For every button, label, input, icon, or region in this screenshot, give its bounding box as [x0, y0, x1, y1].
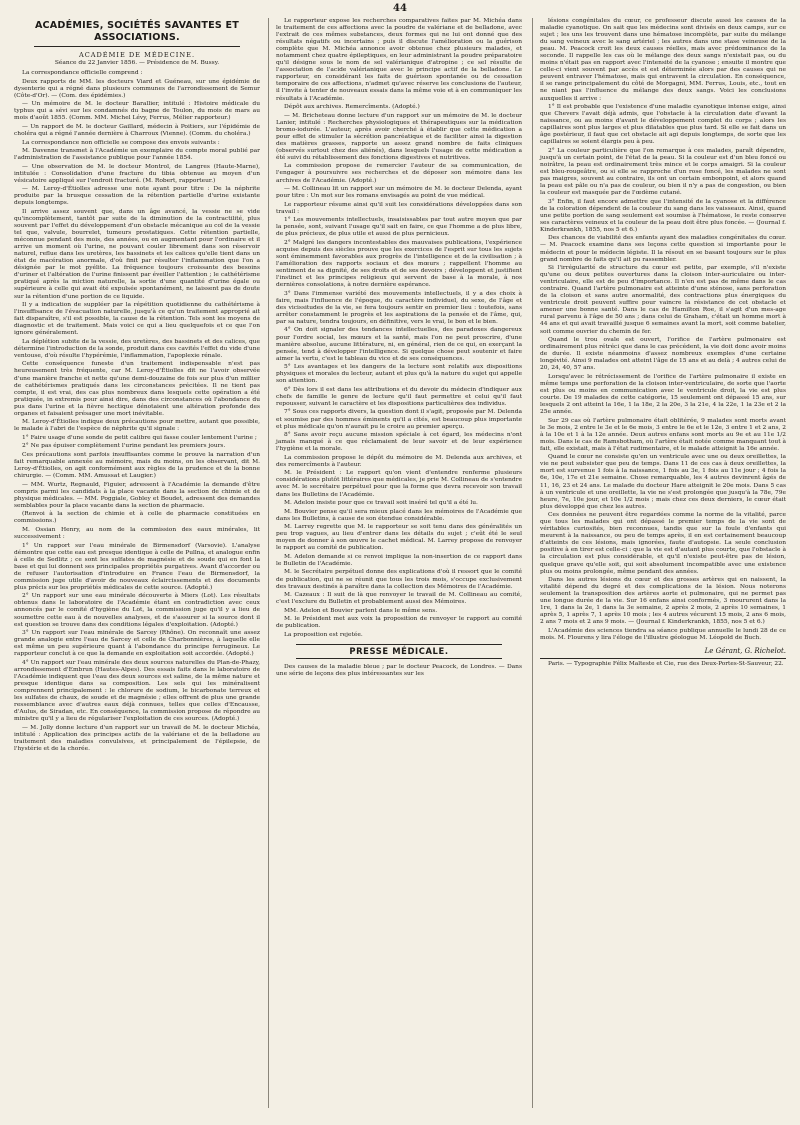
- paragraph: M. Adelon insiste pour que ce travail soit inséré tel qu'il a été lu.: [284, 500, 478, 507]
- paragraph: Cette conséquence funeste d'un traitement indispensable n'est pas heureusement très fréquente, car M. Leroy-d'Étiolles dit ne l'avoir observée d'une manière franche et nette qu'une demi-douzaine de fois sur plus d'un millier de cathétérismes pratiqués dans les circonstances précitées. Il ne tient pas compte, il est vrai, des cas plus nombreux dans lesquels cette opération a été pratiquée, in extremis pour ainsi dire, dans des circonstances où l'abondance du pus dans l'urine et la fièvre hectique dénotaient une altération profonde des organes et faisaient présager une mort inévitable.: [14, 361, 260, 417]
- paragraph: 6° Dès lors il est dans les attributions et du devoir du médecin d'indiquer aux chefs de famille le genre de lecture qu'il faut permettre et celui qu'il faut repousser, suivant le caractère et les dispositions particulières des individus.: [276, 386, 522, 407]
- paragraph: 3° Un rapport sur l'eau minérale de Sarcey (Rhône). On reconnaît une assez grande analogie entre l'eau de Sarcey et celle de Charbonnières, à laquelle elle est même un peu supérieure quant à l'abondance du principe ferrugineux. Le rapporteur conclut à ce que la demande en exploitation soit accordée. (Adopté.): [14, 630, 260, 658]
- paragraph: 4° On doit signaler des tendances intellectuelles, des paradoxes dangereux pour l'ordre social, les mœurs et la santé, mais l'on ne peut proscrire, d'une manière absolue, aucune littérature, ni, en général, rien de ce qui, en exerçant la pensée, tend à développer l'intelligence. Si quelque chose peut soutenir et faire aimer la vertu, c'est le tableau du vice et de ses conséquences.: [276, 327, 522, 362]
- paragraph: Sur 29 cas où l'artère pulmonaire était oblitérée, 9 malades sont morts avant le 3e mois, 2 entre le 3e et le 6e mois, 3 entre le 6e et le 12e, 3 entre 1 et 2 ans, 2 à la 10e et 1 à la 12e année. Deux autres enfans sont morts au 9e et au 11e 1/2 mois. Dans le cas de Ramsbotham, où l'artère était notée comme manquant tout à fait, elle existait, mais à l'état rudimentaire, et le malade atteignit la 16e année.: [540, 417, 786, 452]
- paragraph: Dépôt aux archives. Remercîments. (Adopté.): [284, 104, 420, 111]
- paragraph: La déplétion subite de la vessie, des uretères, des bassinets et des calices, que détermine l'introduction de la sonde, produit dans ces cavités l'effet du vide d'une ventouse, d'où résulte l'hypérémie, l'inflammation, l'apoplexie rénale.: [14, 338, 260, 359]
- paragraph: 7° Sous ces rapports divers, la question dont il s'agit, proposée par M. Delenda et soumise par des hommes éminents qu'il a cités, est beaucoup plus importante et plus médicale qu'on n'aurait pu le croire au premier aperçu.: [276, 409, 522, 430]
- paragraph: Le rapporteur résume ainsi qu'il suit les considérations développées dans son travail :: [276, 201, 522, 215]
- paragraph: Ces précautions sont parfois insuffisantes comme le prouve la narration d'un fait remarquable annexée au mémoire, mais du moins, on les observant, dit M. Leroy-d'Étiolles, on agit conformément aux règles de la prudence et de la bonne chirurgie. — (Comm. MM. Amussat et Laugier.): [14, 451, 260, 480]
- paragraph: M. Ossian Henry, au nom de la commission des eaux minérales, lit successivement :: [14, 526, 260, 540]
- paragraph: 2° Malgré les dangers incontestables des mauvaises publications, l'expérience acquise depuis des siècles prouve que les exercices de l'esprit sur tous les sujets sont éminemment favorables aux progrès de l'intelligence et de la civilisation ; à l'amélioration des rapports sociaux et des mœurs ; rappellent l'homme au sentiment de sa dignité, de ses droits et de ses devoirs ; développent et justifient l'instinct et les principes religieux qui servent de base à la morale, à nos dernières consolations, à notre dernière espérance.: [276, 239, 522, 289]
- paragraph: La commission propose le dépôt du mémoire de M. Delenda aux archives, et des remercîments à l'auteur.: [276, 454, 522, 468]
- paragraph: MM. Adelon et Bouvier parlent dans le même sens.: [284, 607, 438, 614]
- paragraph: Lorsqu'avec le rétrécissement de l'orifice de l'artère pulmonaire il existe en même temps une perforation de la cloison inter-ventriculaire, de sorte que l'aorte est plus ou moins en communication avec le ventricule droit, la vie est plus courte. De 19 malades de cette catégorie, 15 seulement ont dépassé 15 ans, sur lesquels 2 ont atteint la 16e, 1 la 18e, 2 la 20e, 3 la 21e, 4 la 22e, 1 la 23e et 2 la 25e année.: [540, 373, 786, 416]
- paragraph: — MM. Wurtz, Regnauld, Figuier, adressent à l'Académie la demande d'être compris parmi les candidats à la place vacante dans la section de chimie et de physique médicales. — MM. Poggiale, Gobley et Boudet, adressent des demandes semblables pour la place vacante dans la section de pharmacie.: [14, 481, 260, 509]
- signature: Le Gérant, G. Richelot.: [704, 647, 786, 656]
- session-line: Séance du 22 Janvier 1856. — Présidence de M. Bussy.: [54, 60, 220, 67]
- column-divider: [532, 18, 533, 1108]
- paragraph: M. Cazeaux : Il suit de là que renvoyer le travail de M. Collineau au comité, c'est l'exclure du Bulletin et probablement aussi des Mémoires.: [276, 592, 522, 606]
- column-middle: [276, 18, 522, 680]
- paragraph: — Un mémoire de M. le docteur Barallier, intitulé : Histoire médicale du typhus qui a sévi sur les condamnés du bagne de Toulon, du mois de mars au mois d'août 1855. (Comm. MM. Michel Lévy, Ferrus, Mélier rapporteur.): [14, 101, 260, 122]
- paragraph: Le rapporteur expose les recherches comparatives faites par M. Michéa dans le traitement de ces affections avec la poudre de valériane et de belladone, avec l'extrait de ces mêmes substances, deux formes qui ne lui ont donné que des résultats négatifs ou incertains ; puis il discute l'amélioration ou la guérison complète que M. Michéa annonce avoir obtenue chez plusieurs malades, et notamment chez quatre épileptiques, en leur administrant la poudre préparatoire qu'il désigne sous le nom de sel valérianique d'atropine ; ce sel résulte de l'association de l'acide valérianique avec le principe actif de la belladone. Le rapporteur, en considérant les faits de guérison spontanée ou de cessation temporaire de ces affections, n'admet qu'avec réserve les conclusions de l'auteur, il l'invite à tenter de nouveaux essais dans la même voie et à en communiquer les résultats à l'Académie.: [276, 18, 522, 102]
- paragraph: 2° La couleur particulière que l'on remarque à ces malades, paraît dépendre, jusqu'à un certain point, de l'état de la peau. Si la couleur est d'un bleu foncé ou noirâtre, la peau est ordinairement très mince et le corps amaigri. Si la couleur est bleu-rougeâtre, ou si elle se rapproche d'un rose foncé, les malades ne sont pas maigres, souvent au contraire, ils ont un certain embonpoint, et alors quand la peau est pâle ou n'a pas de couleur, ou bien il n'y a pas de congestion, ou bien la couleur est masquée par de l'œdème cutané.: [540, 147, 786, 197]
- paragraph: Dans les autres lésions du cœur et des grosses artères qui en naissent, la vitalité dépend du degré et des complications de la lésion. Nous noterons seulement la transposition des artères aorte et pulmonaire, qui ne permet pas une longue durée de la vie. Sur 16 enfans ainsi conformés, 3 moururent dans la 1re, 1 dans la 2e, 1 dans la 3e semaine, 2 après 2 mois, 2 après 10 semaines, 1 après 5, 1 après 7, 1 après 10 mois ; les 4 autres vécurent 15 mois, 2 ans 6 mois, 2 ans 7 mois et 2 ans 9 mois. — (Journal f. Kinderkrankh, 1855, nos 5 et 6.): [540, 577, 786, 626]
- paragraph: — Un rapport de M. le docteur Gaillard, médecin à Poitiers, sur l'épidémie de choléra qui a régné l'année dernière à Charroux (Vienne). (Comm. du choléra.): [14, 123, 260, 137]
- column-middle-body: [276, 18, 522, 639]
- paragraph: 8° Sans avoir reçu aucune mission spéciale à cet égard, les médecins n'ont jamais manqué à ce que réclamaient de leur savoir et de leur expérience l'hygiène et la morale.: [276, 432, 522, 453]
- paragraph: La commission propose de remercier l'auteur de sa communication, de l'engager à poursuivre ses recherches et de déposer son mémoire dans les archives de l'Académie. (Adopté.): [276, 163, 522, 184]
- paragraph: La correspondance officielle comprend :: [22, 70, 143, 77]
- paragraph: lésions congénitales du cœur, ce professeur discute aussi les causes de la maladie cyanotique. On sait que les médecins sont divisés en deux camps, sur ce sujet ; les uns les trouvent dans une hématose incomplète, par suite du mélange du sang veineux avec le sang artériel ; les autres dans une stase veineuse de la peau. M. Peacock croit les deux causes réelles, mais avec prédominance de la seconde. Il rappelle les cas où le mélange des deux sangs n'existait pas, ou du moins n'était pas en rapport avec l'intensité de la cyanose ; ensuite il montre que celle-ci vient souvent par accès et est déterminée alors par des causes qui ne peuvent entraver l'hématose, mais qui entravent la circulation. En conséquence, il se range principalement du côté de Morgagni, MM. Ferrus, Louis, etc., tout en ne niant pas l'influence du mélange des deux sangs. Voici les conclusions auxquelles il arrive :: [540, 18, 786, 102]
- press-divider-top: [296, 644, 502, 645]
- paragraph: La proposition est rejetée.: [284, 631, 363, 638]
- paragraph: La correspondance non officielle se compose des envois suivants :: [22, 139, 220, 146]
- paragraph: 1° Un rapport sur l'eau minérale de Birmensdorf (Varsovie). L'analyse démontre que cette eau est presque identique à celle de Pullna, et analogue enfin à celle de Sedlitz ; ce sont les sulfates de magnésie et de soude qui en font la base et qui lui donnent ses principales propriétés purgatives. Avant d'accorder ou de refuser l'autorisation d'introduire en France l'eau de Birmensdorf, la commission juge utile d'avoir de nouveaux éclaircissements et des documents plus précis sur les propriétés médicales de cette source. (Adopté.): [14, 542, 260, 591]
- paragraph: M. le Secrétaire perpétuel donne des explications d'où il ressort que le comité de publication, qui ne se réunit que tous les trois mois, s'occupe exclusivement des travaux destinés à paraître dans la collection des Mémoires de l'Académie.: [276, 569, 522, 590]
- paragraph: 2° Un rapport sur une eau minérale découverte à Miers (Lot). Les résultats obtenus dans le laboratoire de l'Académie étant en contradiction avec ceux annoncés par le comité d'hygiène du Lot, la commission juge qu'il y a lieu de soumettre cette eau à de nouvelles analyses, et de s'assurer si la source dont il est question se trouve dans des conditions légales d'exploitation. (Adopté.): [14, 593, 260, 628]
- paragraph: (Renvoi à la section de chimie et à celle de pharmacie constituées en commissions.): [14, 511, 260, 525]
- column-divider: [268, 18, 269, 1108]
- column-right-body: [540, 18, 786, 642]
- paragraph: Deux rapports de MM. les docteurs Viard et Guéneau, sur une épidémie de dysenterie qui a régné dans plusieurs communes de l'arrondissement de Semur (Côte-d'Or). — (Com. des épidémies.): [14, 78, 260, 99]
- paragraph: Ces données ne peuvent être regardées comme la norme de la vitalité, parce que tous les malades qui ont dépassé le premier temps de la vie sont de véritables curiosités, bien reconnues, tandis que sur la foule d'enfants qui meurent à la naissance, ou peu de temps après, il en est certainement beaucoup d'atteints de ces lésions, mais ignorées, faute d'autopsie. La seule conclusion positive à en tirer est celle-ci : que la vie est d'autant plus courte, que l'obstacle à la circulation est plus considérable, et qu'il n'existe peut-être pas de lésion, quelque grave qu'elle soit, qui soit absolument incompatible avec une existence plus ou moins prolongée, même pendant des années.: [540, 512, 786, 575]
- paragraph: 1° Les mouvements intellectuels, insaisissables par tout autre moyen que par la pensée, sont, suivant l'usage qu'il sait en faire, ce que l'homme a de plus libre, de plus précieux, de plus utile et aussi de plus pernicieux.: [276, 217, 522, 238]
- paragraph: — Une observation de M. le docteur Montrol, de Langres (Haute-Marne), intitulée : Consolidation d'une fracture du tibia obtenue au moyen d'un vésicatoire appliqué sur l'endroit fracturé. (M. Robert, rapporteur.): [14, 163, 260, 184]
- paragraph: 2° Ne pas épuiser complètement l'urine pendant les premiers jours.: [22, 443, 226, 450]
- paragraph: Il arrive assez souvent que, dans un âge avancé, la vessie ne se vide qu'incomplètement, tantôt par suite de la diminution de la contractilité, plus souvent par l'effet du développement d'un obstacle mécanique au col de la vessie tel que, valvule, bourrelet, tumeurs prostatiques. Cette rétention partielle, méconnue pendant des mois, des années, ou en augmentant pour l'ordinaire et il arrive un moment où l'urine, ne pouvant couler librement dans son réservoir naturel, reflue dans les uretères, les bassinets et les calices qu'elle tient dans un état de macération anormale, d'où finit par résulter l'inflammation que l'on a désignée par le mot pyélite. La fréquence toujours croissante des besoins d'uriner et l'altération de l'urine finissent par éveiller l'attention ; le cathétérisme pratiqué après la miction naturelle, la sortie d'une quantité d'urine égale ou supérieure à celle qui avait été expulsée spontanément, ne laissent pas de doute sur la rétention d'une portion de ce liquide.: [14, 208, 260, 300]
- column-left: [14, 18, 260, 754]
- press-title: PRESSE MÉDICALE.: [349, 645, 449, 656]
- paragraph: — M. Jolly donne lecture d'un rapport sur un travail de M. le docteur Michéa, intitulé : Application des principes actifs de la valériane et de la belladone au traitement des maladies convulsives, et principalement de l'épilepsie, de l'hystérie et de la chorée.: [14, 724, 260, 752]
- paragraph: Des chances de viabilité des enfants ayant des maladies congénitales du cœur. — M. Peacock examine dans ses leçons cette question si importante pour le médecin et pour le médecin légiste. Il la résout en se basant toujours sur le plus grand nombre de faits qu'il ait pu rassembler.: [540, 235, 786, 263]
- paragraph: 3° Enfin, il faut encore admettre que l'intensité de la cyanose et la différence de la coloration dépendent de la couleur du sang dans les vaisseaux. Ainsi, quand une petite portion de sang seulement est soumise à l'hématose, le reste conserve ses caractères veineux et la couleur de la peau doit être plus foncée. — (Journal f. Kinderkrankh, 1855, nos 5 et 6.): [540, 198, 786, 233]
- imprint: Paris. — Typographie Félix Malteste et Cie, rue des Deux-Portes-St-Sauveur, 22.: [540, 658, 786, 668]
- paragraph: 1° Faire usage d'une sonde de petit calibre qui fasse couler lentement l'urine ;: [22, 434, 257, 441]
- paragraph: M. le Président met aux voix la proposition de renvoyer le rapport au comité de publication.: [276, 616, 522, 630]
- paragraph: — M. Collineau lit un rapport sur un mémoire de M. le docteur Delenda, ayant pour titre : Un mot sur les romans envisagés au point de vue médical.: [276, 186, 522, 200]
- section-subtitle: ACADÉMIE DE MÉDECINE.: [78, 51, 196, 59]
- paragraph: Quand le trou ovale est ouvert, l'orifice de l'artère pulmonaire est ordinairement plus rétréci que dans le cas précédent, la vie doit donc avoir moins de durée. Il existe néanmoins d'assez nombreux exemples d'une certaine longévité. Ainsi 9 malades ont atteint l'âge de 15 ans et au delà ; 4 autres celui de 20, 24, 40, 57 ans.: [540, 337, 786, 372]
- paragraph: L'Académie des sciences tiendra sa séance publique annuelle le lundi 28 de ce mois. M. Flourens y lira l'éloge de l'illustre géologue M. Léopold de Buch.: [540, 627, 786, 641]
- paragraph: 5° Les avantages et les dangers de la lecture sont relatifs aux dispositions physiques et morales du lecteur, autant et plus qu'à la nature du sujet qui appelle son attention.: [276, 364, 522, 385]
- paragraph: Il y a indication de suppléer par la répétition quotidienne du cathétérisme à l'insuffisance de l'évacuation naturelle, jusqu'à ce qu'un traitement approprié ait fait disparaître, s'il est possible, la cause de la rétention. Tels sont les moyens de diagnostic et de traitement. Mais voici ce qui a lieu quelquefois et ce que l'on ignore généralement.: [14, 302, 260, 337]
- press-intro: Des causes de la maladie bleue ; par le docteur Peacock, de Londres. — Dans une série de leçons des plus intéressantes sur les: [276, 663, 522, 677]
- paragraph: M. Bouvier pense qu'il sera mieux placé dans les mémoires de l'Académie que dans les Bulletins, à cause de son étendue considérable.: [276, 508, 522, 522]
- paragraph: 3° Dans l'immense variété des mouvements intellectuels, il y a des choix à faire, mais l'influence de l'époque, du caractère individuel, du sexe, de l'âge et des vicissitudes de la vie, se fera toujours sentir en premier lieu : toutefois, sans arrêter constamment le progrès et les aspirations de la pensée et de l'âme, qui, par sa nature, tendra toujours, en définitive, vers le vrai, le bon et le bien.: [276, 290, 522, 325]
- paragraph: M. Larrey regrette que M. le rapporteur se soit tenu dans des généralités un peu trop vagues, au lieu d'entrer dans les détails du sujet ; c'eût été le seul moyen de donner à son œuvre le cachet médical. M. Larrey propose de renvoyer le rapport au comité de publication.: [276, 524, 522, 552]
- column-right: [540, 18, 786, 670]
- paragraph: 1° Il est probable que l'existence d'une maladie cyanotique intense exige, ainsi que Chevers l'avait déjà admis, que l'obstacle à la circulation date d'avant la naissance, ou au moins d'avant le développement complet du corps ; alors les capillaires sont plus larges et plus dilatables que plus tard. Si elle se fait dans un âge postérieur, il faut que cet obstacle ait agi depuis longtemps, de sorte que les capillaires se soient élargis peu à peu.: [540, 104, 786, 146]
- paragraph: 4° Un rapport sur l'eau minérale des deux sources naturelles du Plan-de-Phazy, arrondissement d'Embrun (Hautes-Alpes). Des essais faits dans le laboratoire de l'Académie indiquent que l'eau des deux sources est saline, de la même nature et presque identique dans sa composition. Les sels qui les minéralisent comprennent principalement : le chlorure de sodium, le bicarbonate terreux et les sulfates de chaux, de soude et de magnésie ; elles offrent de plus une grande ressemblance avec d'autres eaux déjà connues, telles que celles d'Encausse, d'Aulus, de Siradan, etc. En conséquence, la commission propose de répondre au ministre qu'il y a lieu de régulariser l'exploitation de ces sources. (Adopté.): [14, 659, 260, 723]
- paragraph: — M. Bricheteau donne lecture d'un rapport sur un mémoire de M. le docteur Lanier, intitulé : Recherches physiologiques et thérapeutiques sur la médication bromo-iodurée. L'auteur, après avoir cherché à établir que cette médication a pour effet de stimuler la sécrétion pancréatique et de faciliter ainsi la digestion des matières grasses, rapporte un assez grand nombre de faits cliniques (observés surtout chez des aliénés), dans lesquels l'usage de cette médication a été suivi du rétablissement des fonctions digestives et nutritives.: [276, 112, 522, 161]
- paragraph: Si l'irrégularité de structure du cœur est petite, par exemple, s'il n'existe qu'une ou deux petites ouvertures dans la cloison inter-auriculaire ou inter-ventriculaire, elle est de peu d'importance. Il n'en est pas de même dans le cas contraire. Quand l'artère pulmonaire est atteinte d'une sténose, sans perforation de la cloison et sans autre anormalité, des contractions plus énergiques du ventricule droit peuvent suffire pour vaincre la résistance de cet obstacle et amener une bonne santé. Dans le cas de Hamilton Roe, il s'agit d'un mes-age rural parvenu à l'âge de 50 ans ; dans celui de Graham, c'était un homme mort à 44 ans et qui avait travaillé jusque 6 semaines avant la mort, soit comme batelier, soit comme ouvrier du chemin de fer.: [540, 265, 786, 335]
- paragraph: Quand le cœur ne consiste qu'en un ventricule avec une ou deux oreillettes, la vie ne peut subsister que peu de temps. Dans 11 de ces cas à deux oreillettes, la mort est survenue 1 fois à la naissance, 1 fois au 3e, 1 fois au 11e jour ; 4 fois la 6e, 10e, 17e et 21e semaine. Chose remarquable, les 4 autres devinrent âgés de 11, 16, 23 et 24 ans. Le malade du docteur Hare atteignit le 20e mois. Dans 5 cas à un ventricule et une oreillette, la vie ne s'est prolongée que jusqu'à la 78e, 79e heure, 7e, 10e jour, et 10e 1/2 mois ; mais chez ces deux derniers, le cœur était plus développé que chez les autres.: [540, 454, 786, 510]
- paragraph: M. Leroy-d'Étiolles indique deux précautions pour mettre, autant que possible, le malade à l'abri de l'espèce de néphrite qu'il signale :: [14, 419, 260, 433]
- paragraph: M. le Président : Le rapport qu'on vient d'entendre renferme plusieurs considérations plutôt littéraires que médicales, je prie M. Collineau de s'entendre avec M. le secrétaire perpétuel pour que la forme que devra recevoir son travail dans les Bulletins de l'Académie.: [276, 470, 522, 498]
- paragraph: M. Davenne transmet à l'Académie un exemplaire du compte moral publié par l'administration de l'assistance publique pour l'année 1854.: [14, 148, 260, 162]
- paragraph: M. Adelon demande si ce renvoi implique la non-insertion de ce rapport dans le Bulletin de l'Académie.: [276, 553, 522, 567]
- paragraph: — M. Leroy-d'Étiolles adresse une note ayant pour titre : De la néphrite produite par la brusque cessation de la rétention partielle d'urine existante depuis longtemps.: [14, 186, 260, 207]
- title-divider: [34, 46, 240, 47]
- column-left-body: [14, 70, 260, 753]
- section-title: ACADÉMIES, SOCIÉTÉS SAVANTES ET ASSOCIATIONS.: [34, 20, 240, 43]
- press-divider-bottom: [296, 658, 502, 659]
- page-number: 44: [393, 3, 407, 14]
